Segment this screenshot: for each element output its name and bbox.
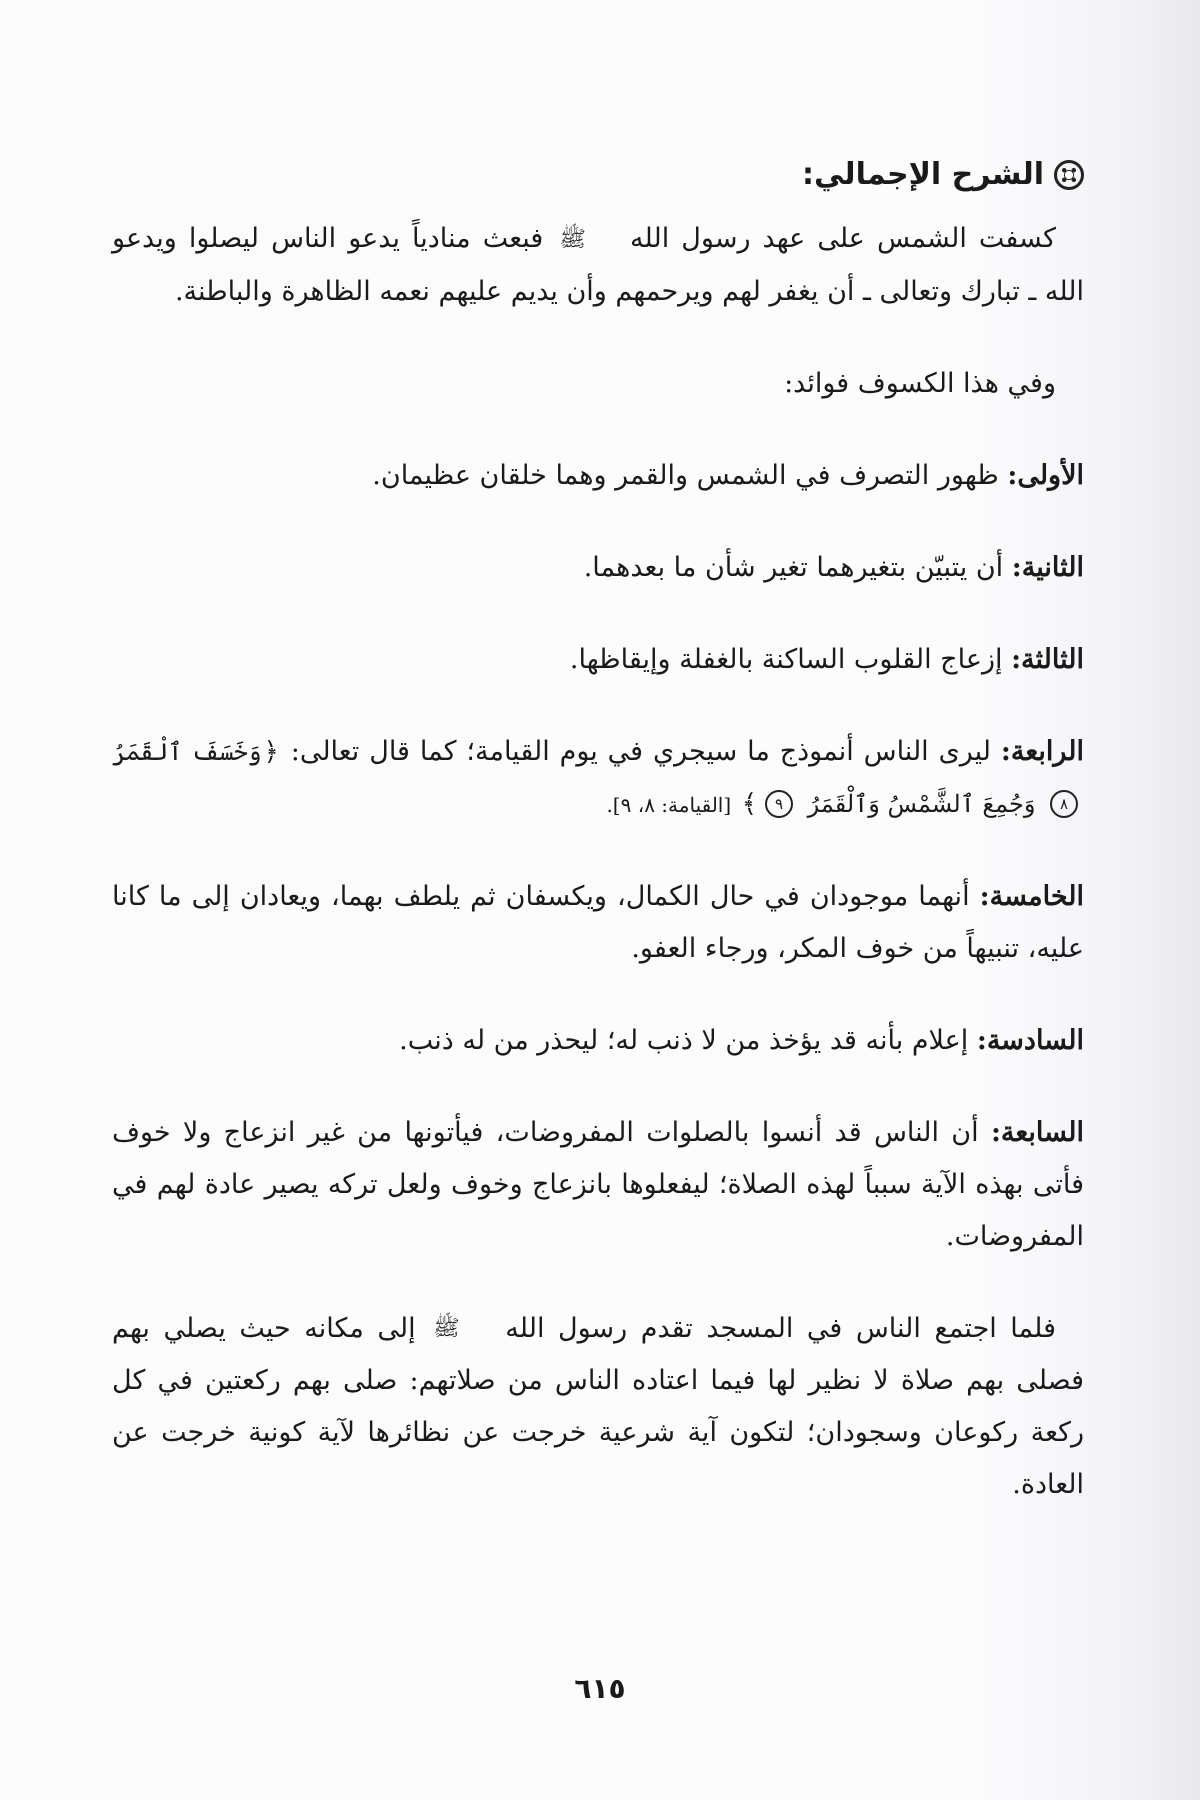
ayah-text: وَجُمِعَ ٱلشَّمْسُ وَٱلْقَمَرُ [807, 789, 1036, 818]
intro-text-start: كسفت الشمس على عهد رسول الله [630, 223, 1056, 254]
ayah-open-bracket: ﴿ [263, 736, 279, 767]
benefit-label: السادسة: [976, 1024, 1084, 1056]
quran-citation: [القيامة: ٨، ٩]. [606, 792, 732, 817]
benefit-item-1 [112, 450, 1084, 502]
intro-text-end: فبعث منادياً يدعو الناس ليصلوا ويدعو الله ـ تبارك وتعالى ـ أن يغفر لهم ويرحمهم وأن يديم عليهم نعمه الظاهرة والباطنة. [112, 223, 1084, 307]
benefit-item-7 [112, 1107, 1084, 1263]
benefit-text: أن يتبيّن بتغيرهما تغير شأن ما بعدهما. [583, 551, 1004, 583]
benefit-text: إعلام بأنه قد يؤخذ من لا ذنب له؛ ليحذر من له ذنب. [399, 1024, 969, 1056]
page-content [112, 155, 1084, 1551]
benefit-label: الخامسة: [979, 880, 1084, 912]
benefit-label: الثالثة: [1011, 643, 1084, 675]
benefit-item-2 [112, 542, 1084, 594]
benefit-text: أن الناس قد أنسوا بالصلوات المفروضات، فيأتونها من غير انزعاج ولا خوف فأتى بهذه الآية سبباً لهذه الصلاة؛ ليفعلوها بانزعاج وخوف ولعل تركه يصير عادة لهم في المفروضات. [112, 1116, 1084, 1252]
ayah-close-bracket: ﴾ [741, 788, 757, 819]
rosette-ornament-icon [1054, 160, 1084, 190]
section-title: الشرح الإجمالي: [801, 157, 1044, 192]
salutation-icon: ﷺ [559, 226, 586, 252]
benefit-item-3 [112, 634, 1084, 686]
benefit-text: ظهور التصرف في الشمس والقمر وهما خلقان عظيمان. [372, 459, 999, 491]
ayah-text: وَخَسَفَ ٱلْقَمَرُ [112, 737, 262, 766]
ayah-number-marker-icon: ٨ [1050, 790, 1078, 818]
benefit-text: ليرى الناس أنموذج ما سيجري في يوم القيامة؛ كما قال تعالى: [290, 735, 991, 767]
salutation-icon: ﷺ [433, 1316, 460, 1341]
benefit-item-6 [112, 1015, 1084, 1067]
intro-paragraph [112, 213, 1084, 318]
benefit-label: الأولى: [1007, 459, 1084, 491]
closing-text-start: فلما اجتمع الناس في المسجد تقدم رسول الله [505, 1312, 1056, 1344]
closing-text-end: إلى مكانه حيث يصلي بهم فصلى بهم صلاة لا نظير لها فيما اعتاده الناس من صلاتهم: صلى بهم ركعتين في كل ركعة ركوعان وسجودان؛ لتكون آية شرعية خرجت عن نظائرها لآية كونية خرجت عن العادة. [112, 1312, 1084, 1500]
closing-paragraph [112, 1303, 1084, 1512]
benefit-item-5 [112, 871, 1084, 975]
benefits-intro: وفي هذا الكسوف فوائد: [784, 367, 1056, 399]
section-heading [112, 155, 1084, 195]
benefit-item-4 [112, 726, 1084, 831]
benefit-label: الثانية: [1011, 551, 1084, 583]
benefit-label: الرابعة: [1000, 735, 1084, 767]
ayah-number-marker-icon: ٩ [765, 790, 793, 818]
benefit-text: أنهما موجودان في حال الكمال، ويكسفان ثم يلطف بهما، ويعادان إلى ما كانا عليه، تنبيهاً من خوف المكر، ورجاء العفو. [112, 880, 1084, 964]
benefit-label: السابعة: [990, 1116, 1084, 1148]
benefit-text: إزعاج القلوب الساكنة بالغفلة وإيقاظها. [569, 643, 1003, 675]
page-number: ٦١٥ [574, 1672, 626, 1705]
